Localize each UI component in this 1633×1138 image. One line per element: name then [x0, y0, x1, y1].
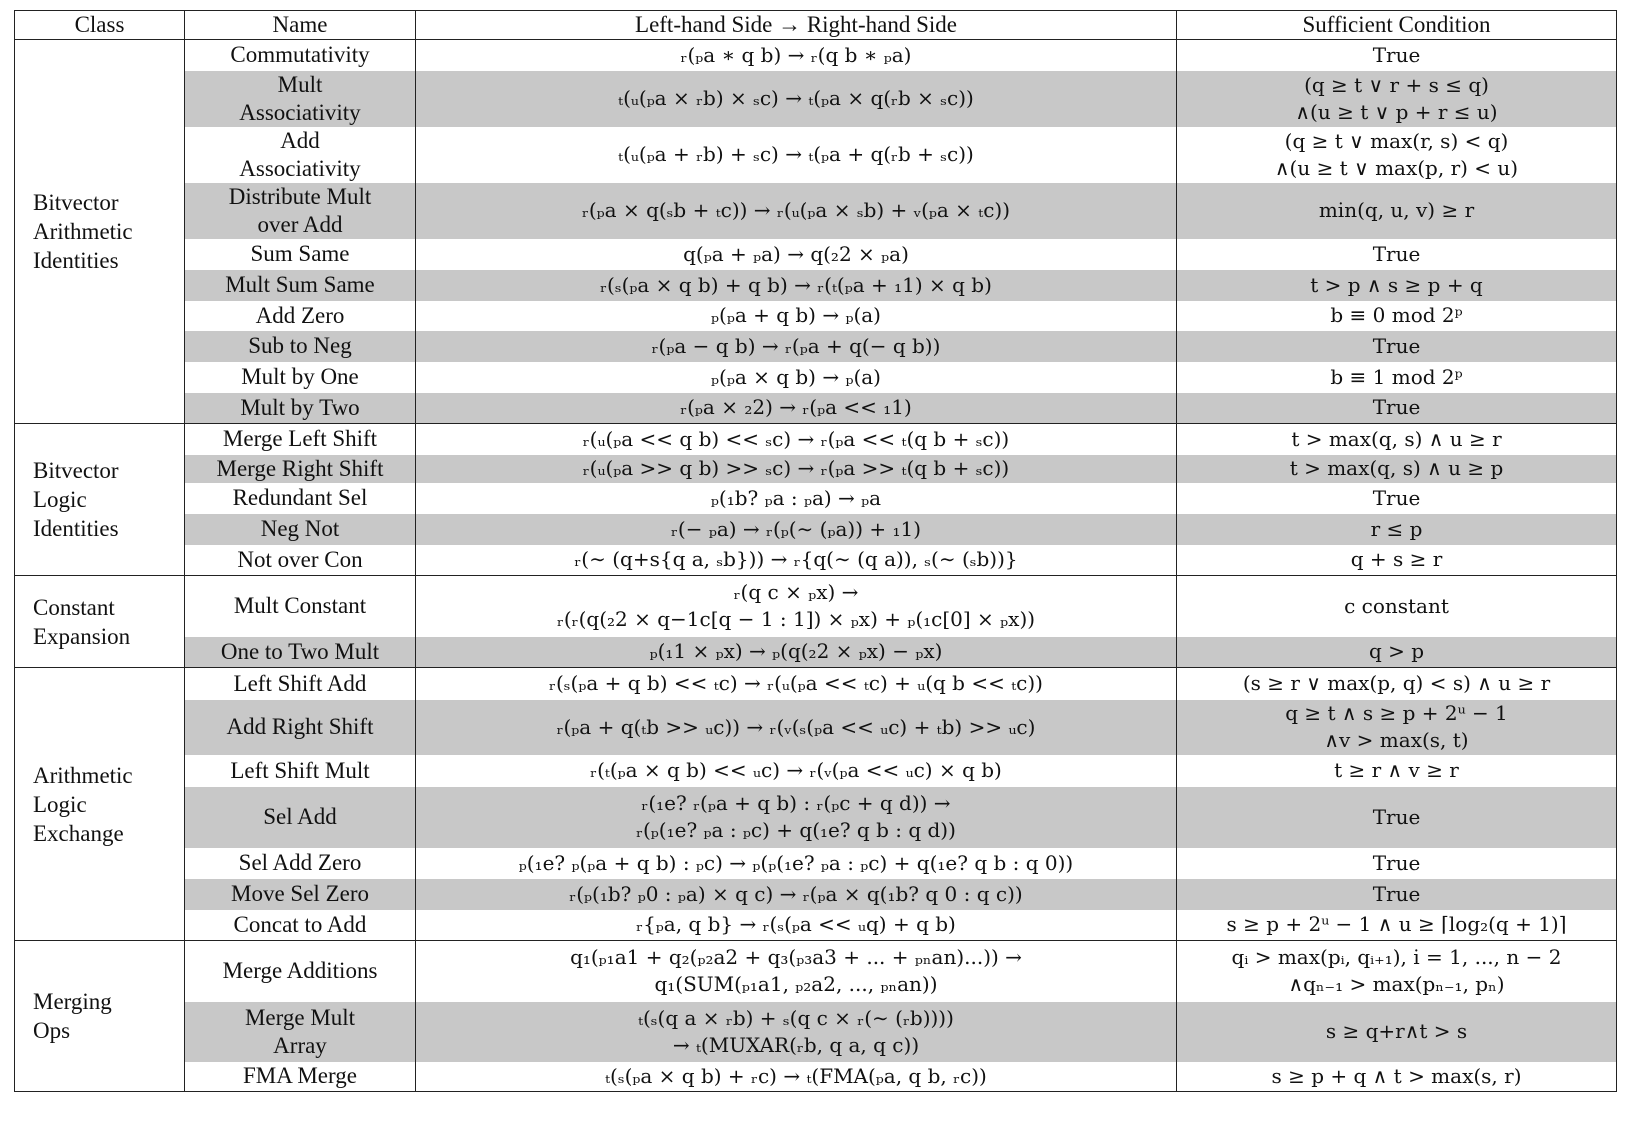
rewrite-rule-line: ᵣ(ₚ(₁e? ₚa : ₚc) + q(₁e? q b : q d)) — [636, 818, 956, 842]
rule-name-line: Neg Not — [260, 516, 340, 541]
rule-name-line: over Add — [257, 211, 343, 237]
table-row — [15, 545, 1617, 576]
rule-name-line: Mult by One — [241, 364, 359, 389]
rewrite-rule-cell — [416, 424, 1177, 455]
table-row — [15, 71, 1617, 127]
class-label-line: Bitvector — [33, 458, 119, 483]
rule-name-line: Sel Add Zero — [238, 850, 362, 875]
table-row — [15, 637, 1617, 668]
class-label-line: Identities — [33, 248, 119, 273]
rule-name-line: Associativity — [239, 155, 361, 181]
rewrite-rule-cell — [416, 668, 1177, 700]
sufficient-condition-line: True — [1372, 485, 1421, 510]
table-row — [15, 183, 1617, 239]
rewrite-rule-line: ᵣ(ₚ(₁b? ₚ0 : ₚa) × q c) → ᵣ(ₚa × q(₁b? q 0 : q c)) — [569, 881, 1023, 906]
rule-name-line: Add Zero — [255, 302, 345, 328]
rule-name-cell — [185, 1002, 416, 1062]
sufficient-condition-cell — [1177, 71, 1617, 127]
table-row — [15, 331, 1617, 362]
sufficient-condition-line: ∧qₙ₋₁ > max(pₙ₋₁, pₙ) — [1288, 972, 1505, 997]
table-row — [15, 301, 1617, 331]
rewrite-rule-cell — [416, 270, 1177, 301]
sufficient-condition-cell — [1177, 239, 1617, 270]
table-row — [15, 1062, 1617, 1092]
sufficient-condition-cell — [1177, 331, 1617, 362]
class-cell — [15, 424, 185, 576]
rewrite-rule-line: ᵣ(ₜ(ₚa × q b) << ᵤc) → ᵣ(ᵥ(ₚa << ᵤc) × q b) — [590, 758, 1002, 782]
rule-name-cell — [185, 941, 416, 1002]
sufficient-condition-line: True — [1372, 395, 1421, 420]
sufficient-condition-cell — [1177, 424, 1617, 455]
sufficient-condition-line: s ≥ p + 2ᵘ − 1 ∧ u ≥ ⌈log₂(q + 1)⌉ — [1226, 912, 1567, 937]
rewrite-rule-line: ᵣ(− ₚa) → ᵣ(ₚ(∼ (ₚa)) + ₁1) — [670, 516, 922, 541]
rewrite-rule-line: ᵣ(ᵤ(ₚa >> q b) >> ₛc) → ᵣ(ₚa >> ₜ(q b + ₛc)) — [582, 456, 1010, 480]
sufficient-condition-line: (s ≥ r ∨ max(p, q) < s) ∧ u ≥ r — [1242, 671, 1551, 696]
sufficient-condition-line: t > max(q, s) ∧ u ≥ r — [1291, 426, 1502, 451]
table-row — [15, 755, 1617, 787]
table-row — [15, 127, 1617, 183]
rewrite-rule-line: ᵣ(ₛ(ₚa + q b) << ₜc) → ᵣ(ᵤ(ₚa << ₜc) + ᵤ(q b << ₜc)) — [549, 671, 1043, 696]
sufficient-condition-cell — [1177, 700, 1617, 755]
rewrite-rule-line: ₜ(ₛ(ₚa × q b) + ᵣc) → ₜ(FMA(ₚa, q b, ᵣc)) — [605, 1063, 987, 1088]
table-row — [15, 239, 1617, 270]
table-row — [15, 362, 1617, 393]
rule-name-line: Concat to Add — [233, 911, 367, 937]
rule-name-cell — [185, 483, 416, 514]
sufficient-condition-line: True — [1372, 333, 1421, 358]
rule-name-cell — [185, 424, 416, 455]
sufficient-condition-cell — [1177, 40, 1617, 71]
header-name: Name — [185, 11, 416, 40]
rule-name-cell — [185, 331, 416, 362]
header-condition: Sufficient Condition — [1177, 11, 1617, 40]
sufficient-condition-cell — [1177, 393, 1617, 424]
rewrite-rule-cell — [416, 40, 1177, 71]
rewrite-rule-line: q(ₚa + ₚa) → q(₂2 × ₚa) — [683, 241, 909, 266]
rewrite-rule-line: ᵣ(ₚa × q(ₛb + ₜc)) → ᵣ(ᵤ(ₚa × ₛb) + ᵥ(ₚa × ₜc)) — [581, 198, 1011, 222]
rule-name-cell — [185, 700, 416, 755]
sufficient-condition-line: (q ≥ t ∨ max(r, s) < q) — [1284, 128, 1509, 153]
rule-name-cell — [185, 545, 416, 576]
rewrite-rule-line: ₚ(₁b? ₚa : ₚa) → ₚa — [710, 485, 882, 510]
rewrite-rule-cell — [416, 787, 1177, 848]
table-row — [15, 576, 1617, 637]
rewrite-rule-cell — [416, 1002, 1177, 1062]
sufficient-condition-line: True — [1372, 42, 1421, 67]
rule-name-line: Array — [273, 1032, 327, 1058]
rule-name-line: Sub to Neg — [248, 333, 352, 358]
rule-name-cell — [185, 455, 416, 483]
sufficient-condition-line: ∧(u ≥ t ∨ max(p, r) < u) — [1274, 155, 1519, 180]
rule-name-line: Mult — [277, 71, 323, 97]
sufficient-condition-cell — [1177, 1062, 1617, 1092]
table-row — [15, 1002, 1617, 1062]
sufficient-condition-line: True — [1372, 804, 1421, 829]
table-row — [15, 393, 1617, 424]
rule-name-line: Mult Constant — [233, 593, 367, 619]
class-label-line: Identities — [33, 516, 119, 541]
rewrite-rule-line: ᵣ(ᵣ(q(₂2 × q−1c[q − 1 : 1]) × ₚx) + ₚ(₁c[0] × ₚx)) — [556, 607, 1036, 632]
rewrite-rule-cell — [416, 514, 1177, 545]
class-label-line: Arithmetic — [33, 219, 133, 244]
rule-name-line: Associativity — [239, 99, 361, 125]
rule-name-line: Merge Right Shift — [216, 455, 384, 481]
sufficient-condition-cell — [1177, 879, 1617, 910]
table-row — [15, 40, 1617, 71]
table-row — [15, 270, 1617, 301]
sufficient-condition-cell — [1177, 270, 1617, 301]
sufficient-condition-cell — [1177, 755, 1617, 787]
rewrite-rule-line: ᵣ{ₚa, q b} → ᵣ(ₛ(ₚa << ᵤq) + q b) — [636, 912, 956, 937]
rewrite-rule-cell — [416, 183, 1177, 239]
rewrite-rule-cell — [416, 483, 1177, 514]
sufficient-condition-cell — [1177, 362, 1617, 393]
rule-name-cell — [185, 514, 416, 545]
rewrite-rule-line: → ₜ(MUXAR(ᵣb, q a, q c)) — [672, 1032, 920, 1057]
sufficient-condition-cell — [1177, 637, 1617, 668]
rule-name-line: Merge Additions — [222, 958, 378, 984]
rewrite-rule-line: ₜ(ₛ(q a × ᵣb) + ₛ(q c × ᵣ(∼ (ᵣb)))) — [638, 1005, 954, 1030]
table-row — [15, 668, 1617, 700]
rewrite-rule-cell — [416, 545, 1177, 576]
sufficient-condition-cell — [1177, 668, 1617, 700]
rule-name-line: Mult Sum Same — [225, 272, 375, 297]
table-row — [15, 941, 1617, 1002]
sufficient-condition-line: ∧(u ≥ t ∨ p + r ≤ u) — [1295, 99, 1498, 124]
rewrite-rule-cell — [416, 393, 1177, 424]
rewrite-rule-cell — [416, 637, 1177, 668]
rule-name-cell — [185, 127, 416, 183]
sufficient-condition-line: qᵢ > max(pᵢ, qᵢ₊₁), i = 1, ..., n − 2 — [1231, 945, 1562, 970]
class-label-line: Merging — [33, 989, 112, 1014]
rule-name-cell — [185, 755, 416, 787]
rule-name-cell — [185, 393, 416, 424]
class-label-line: Ops — [33, 1018, 71, 1043]
rewrite-rule-line: ᵣ(ₚa × ₂2) → ᵣ(ₚa << ₁1) — [680, 395, 912, 420]
rewrite-rules-table — [14, 10, 1617, 1092]
rule-name-line: Left Shift Add — [233, 670, 367, 696]
sufficient-condition-cell — [1177, 127, 1617, 183]
rewrite-rule-cell — [416, 700, 1177, 755]
rule-name-line: Redundant Sel — [232, 485, 368, 510]
rule-name-line: Merge Mult — [244, 1004, 356, 1030]
rule-name-cell — [185, 71, 416, 127]
class-label-line: Logic — [33, 487, 87, 512]
sufficient-condition-line: r ≤ p — [1370, 516, 1423, 541]
rule-name-cell — [185, 362, 416, 393]
class-cell — [15, 576, 185, 668]
rule-name-cell — [185, 848, 416, 879]
rule-name-line: Mult by Two — [240, 394, 360, 420]
header-class: Class — [15, 11, 185, 40]
rewrite-rule-cell — [416, 1062, 1177, 1092]
rule-name-cell — [185, 1062, 416, 1092]
rewrite-rule-line: ᵣ(₁e? ᵣ(ₚa + q b) : ᵣ(ₚc + q d)) → — [641, 791, 951, 815]
class-label-line: Logic — [33, 791, 87, 817]
rule-name-line: Add Right Shift — [226, 714, 374, 739]
sufficient-condition-cell — [1177, 301, 1617, 331]
sufficient-condition-cell — [1177, 787, 1617, 848]
rewrite-rule-line: ᵣ(ᵤ(ₚa << q b) << ₛc) → ᵣ(ₚa << ₜ(q b + ₛc)) — [582, 426, 1010, 451]
sufficient-condition-cell — [1177, 576, 1617, 637]
rewrite-rule-cell — [416, 362, 1177, 393]
sufficient-condition-cell — [1177, 848, 1617, 879]
rule-name-line: Sum Same — [250, 241, 350, 266]
rule-name-cell — [185, 239, 416, 270]
rule-name-line: One to Two Mult — [220, 638, 380, 664]
rule-name-line: FMA Merge — [243, 1063, 357, 1089]
rewrite-rule-line: ₚ(ₚa × q b) → ₚ(a) — [711, 364, 881, 389]
rewrite-rule-cell — [416, 879, 1177, 910]
class-label-line: Arithmetic — [33, 762, 133, 788]
rewrite-rule-line: ᵣ(q c × ₚx) → — [733, 580, 859, 605]
sufficient-condition-cell — [1177, 545, 1617, 576]
rule-name-line: Not over Con — [237, 546, 363, 572]
table-row — [15, 787, 1617, 848]
table-row — [15, 424, 1617, 455]
sufficient-condition-line: min(q, u, v) ≥ r — [1318, 198, 1475, 222]
class-cell — [15, 941, 185, 1092]
rule-name-cell — [185, 879, 416, 910]
table-row — [15, 514, 1617, 545]
class-label-line: Bitvector — [33, 190, 119, 215]
table-row — [15, 483, 1617, 514]
rewrite-rule-cell — [416, 910, 1177, 941]
table-row — [15, 910, 1617, 941]
sufficient-condition-line: ∧v > max(s, t) — [1324, 728, 1469, 752]
rule-name-cell — [185, 270, 416, 301]
rewrite-rule-line: ᵣ(ₚa + q(ₜb >> ᵤc)) → ᵣ(ᵥ(ₛ(ₚa << ᵤc) + ₜb) >> ᵤc) — [556, 714, 1036, 739]
class-label-line: Exchange — [33, 820, 124, 846]
rule-name-cell — [185, 668, 416, 700]
rule-name-line: Left Shift Mult — [230, 757, 370, 783]
rewrite-rule-line: q₁(SUM(ₚ₁a1, ₚ₂a2, ..., ₚₙan)) — [654, 972, 938, 997]
rewrite-rule-cell — [416, 848, 1177, 879]
rewrite-rule-line: ₚ(ₚa + q b) → ₚ(a) — [711, 303, 881, 327]
sufficient-condition-line: True — [1372, 850, 1421, 875]
class-cell — [15, 668, 185, 941]
sufficient-condition-line: s ≥ p + q ∧ t > max(s, r) — [1271, 1063, 1522, 1088]
sufficient-condition-line: t > max(q, s) ∧ u ≥ p — [1289, 456, 1504, 480]
sufficient-condition-cell — [1177, 941, 1617, 1002]
rule-name-cell — [185, 637, 416, 668]
sufficient-condition-line: True — [1372, 881, 1421, 906]
rules-body — [15, 40, 1617, 1092]
table-row — [15, 455, 1617, 483]
rewrite-rule-line: q₁(ₚ₁a1 + q₂(ₚ₂a2 + q₃(ₚ₃a3 + ... + ₚₙan)...)) → — [570, 945, 1022, 970]
sufficient-condition-line: True — [1372, 241, 1421, 266]
rewrite-rule-line: ₜ(ᵤ(ₚa × ᵣb) × ₛc) → ₜ(ₚa × q(ᵣb × ₛc)) — [618, 86, 974, 110]
sufficient-condition-line: s ≥ q+r∧t > s — [1325, 1019, 1468, 1043]
sufficient-condition-line: q ≥ t ∧ s ≥ p + 2ᵘ − 1 — [1285, 701, 1508, 725]
rewrite-rule-cell — [416, 941, 1177, 1002]
header-rewrite: Left-hand Side → Right-hand Side — [416, 11, 1177, 40]
rule-name-line: Merge Left Shift — [222, 426, 378, 452]
rewrite-rule-line: ₚ(₁1 × ₚx) → ₚ(q(₂2 × ₚx) − ₚx) — [649, 639, 943, 664]
sufficient-condition-line: t ≥ r ∧ v ≥ r — [1334, 758, 1459, 782]
rewrite-rule-cell — [416, 127, 1177, 183]
rewrite-rule-cell — [416, 755, 1177, 787]
sufficient-condition-cell — [1177, 483, 1617, 514]
rewrite-rule-line: ᵣ(ₚa − q b) → ᵣ(ₚa + q(− q b)) — [651, 333, 941, 358]
sufficient-condition-line: (q ≥ t ∨ r + s ≤ q) — [1304, 72, 1489, 97]
sufficient-condition-cell — [1177, 910, 1617, 941]
rule-name-cell — [185, 183, 416, 239]
rewrite-rule-line: ᵣ(ₛ(ₚa × q b) + q b) → ᵣ(ₜ(ₚa + ₁1) × q b) — [600, 272, 992, 297]
rule-name-line: Move Sel Zero — [231, 881, 369, 906]
sufficient-condition-line: t > p ∧ s ≥ p + q — [1310, 272, 1483, 297]
sufficient-condition-line: b ≡ 0 mod 2ᵖ — [1330, 303, 1463, 327]
rewrite-rule-cell — [416, 576, 1177, 637]
sufficient-condition-cell — [1177, 514, 1617, 545]
rule-name-line: Add — [280, 127, 320, 153]
rewrite-rule-cell — [416, 301, 1177, 331]
sufficient-condition-line: q > p — [1368, 639, 1425, 664]
rewrite-rule-cell — [416, 331, 1177, 362]
table-row — [15, 848, 1617, 879]
rule-name-cell — [185, 301, 416, 331]
rewrite-rule-line: ₚ(₁e? ₚ(ₚa + q b) : ₚc) → ₚ(ₚ(₁e? ₚa : ₚc) + q(₁e? q b : q 0)) — [518, 850, 1074, 875]
rule-name-cell — [185, 787, 416, 848]
sufficient-condition-cell — [1177, 455, 1617, 483]
class-label-line: Expansion — [33, 623, 131, 649]
rule-name-line: Sel Add — [263, 804, 337, 829]
sufficient-condition-cell — [1177, 1002, 1617, 1062]
rewrite-rule-cell — [416, 71, 1177, 127]
header-row — [15, 11, 1617, 40]
rewrite-rule-line: ₜ(ᵤ(ₚa + ᵣb) + ₛc) → ₜ(ₚa + q(ᵣb + ₛc)) — [618, 142, 974, 166]
table-row — [15, 700, 1617, 755]
sufficient-condition-line: q + s ≥ r — [1350, 547, 1443, 572]
sufficient-condition-cell — [1177, 183, 1617, 239]
rewrite-rule-line: ᵣ(ₚa ∗ q b) → ᵣ(q b ∗ ₚa) — [680, 42, 912, 67]
rewrite-rule-cell — [416, 455, 1177, 483]
rewrite-rule-line: ᵣ(∼ (q+s{q a, ₛb})) → ᵣ{q(∼ (q a)), ₛ(∼ (ₛb))} — [574, 547, 1018, 572]
rewrite-rule-cell — [416, 239, 1177, 270]
class-cell — [15, 40, 185, 424]
table-row — [15, 879, 1617, 910]
rule-name-line: Commutativity — [230, 42, 370, 68]
rule-name-line: Distribute Mult — [228, 183, 372, 209]
sufficient-condition-line: b ≡ 1 mod 2ᵖ — [1330, 364, 1463, 389]
rule-name-cell — [185, 40, 416, 71]
class-label-line: Constant — [33, 594, 115, 620]
sufficient-condition-line: c constant — [1344, 593, 1449, 618]
rule-name-cell — [185, 910, 416, 941]
rule-name-cell — [185, 576, 416, 637]
